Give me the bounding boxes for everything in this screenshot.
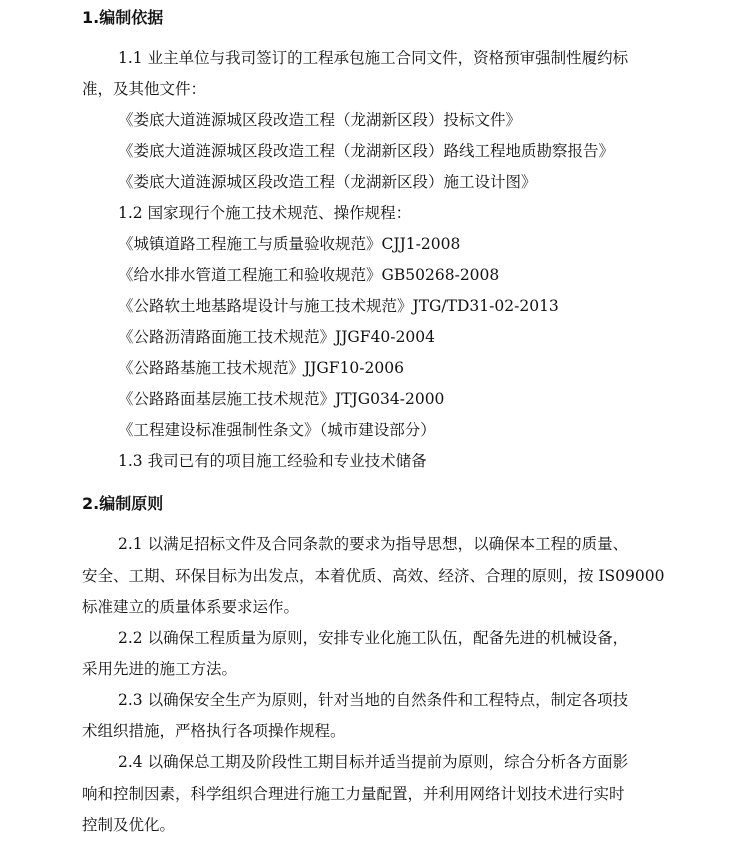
paragraph-2-4-line: 响和控制因素，科学组织合理进行施工力量配置，并利用网络计划技术进行实时 bbox=[82, 785, 625, 803]
paragraph-2-1-line: 标准建立的质量体系要求运作。 bbox=[82, 598, 300, 616]
paragraph-2-2-line: 2.2 以确保工程质量为原则，安排专业化施工队伍，配备先进的机械设备， bbox=[118, 629, 629, 647]
paragraph-2-3-line: 术组织措施，严格执行各项操作规程。 bbox=[82, 722, 346, 740]
paragraph-1-1-line-2: 准，及其他文件： bbox=[82, 80, 207, 98]
document-item: 《娄底大道涟源城区段改造工程（龙湖新区段）路线工程地质勘察报告》 bbox=[118, 142, 615, 160]
code-item: 《工程建设标准强制性条文》（城市建设部分） bbox=[118, 421, 436, 439]
code-item: 《公路路基施工技术规范》JJGF10-2006 bbox=[118, 359, 404, 377]
paragraph-2-3-line: 2.3 以确保安全生产为原则，针对当地的自然条件和工程特点，制定各项技 bbox=[118, 691, 629, 709]
paragraph-1-1-line-1: 1.1 业主单位与我司签订的工程承包施工合同文件，资格预审强制性履约标 bbox=[118, 49, 629, 67]
paragraph-2-4-line: 2.4 以确保总工期及阶段性工期目标并适当提前为原则，综合分析各方面影 bbox=[118, 753, 629, 771]
paragraph-2-2-line: 采用先进的施工方法。 bbox=[82, 660, 238, 678]
paragraph-2-4-line: 控制及优化。 bbox=[82, 816, 176, 834]
document-item: 《娄底大道涟源城区段改造工程（龙湖新区段）投标文件》 bbox=[118, 111, 522, 129]
paragraph-2-1-line: 2.1 以满足招标文件及合同条款的要求为指导思想，以确保本工程的质量、 bbox=[118, 535, 629, 553]
paragraph-2-1-line: 安全、工期、环保目标为出发点，本着优质、高效、经济、合理的原则，按 IS09000 bbox=[82, 567, 665, 585]
paragraph-1-2: 1.2 国家现行个施工技术规范、操作规程： bbox=[118, 204, 412, 222]
paragraph-1-3: 1.3 我司已有的项目施工经验和专业技术储备 bbox=[118, 452, 427, 470]
code-item: 《给水排水管道工程施工和验收规范》GB50268-2008 bbox=[118, 266, 500, 284]
section-2-heading: 2.编制原则 bbox=[82, 494, 164, 513]
code-item: 《公路沥清路面施工技术规范》JJGF40-2004 bbox=[118, 328, 435, 346]
code-item: 《城镇道路工程施工与质量验收规范》CJJ1-2008 bbox=[118, 235, 461, 253]
section-1-heading: 1.编制依据 bbox=[82, 8, 164, 27]
code-item: 《公路路面基层施工技术规范》JTJG034-2000 bbox=[118, 390, 445, 408]
document-item: 《娄底大道涟源城区段改造工程（龙湖新区段）施工设计图》 bbox=[118, 173, 537, 191]
code-item: 《公路软土地基路堤设计与施工技术规范》JTG/TD31-02-2013 bbox=[118, 297, 559, 315]
